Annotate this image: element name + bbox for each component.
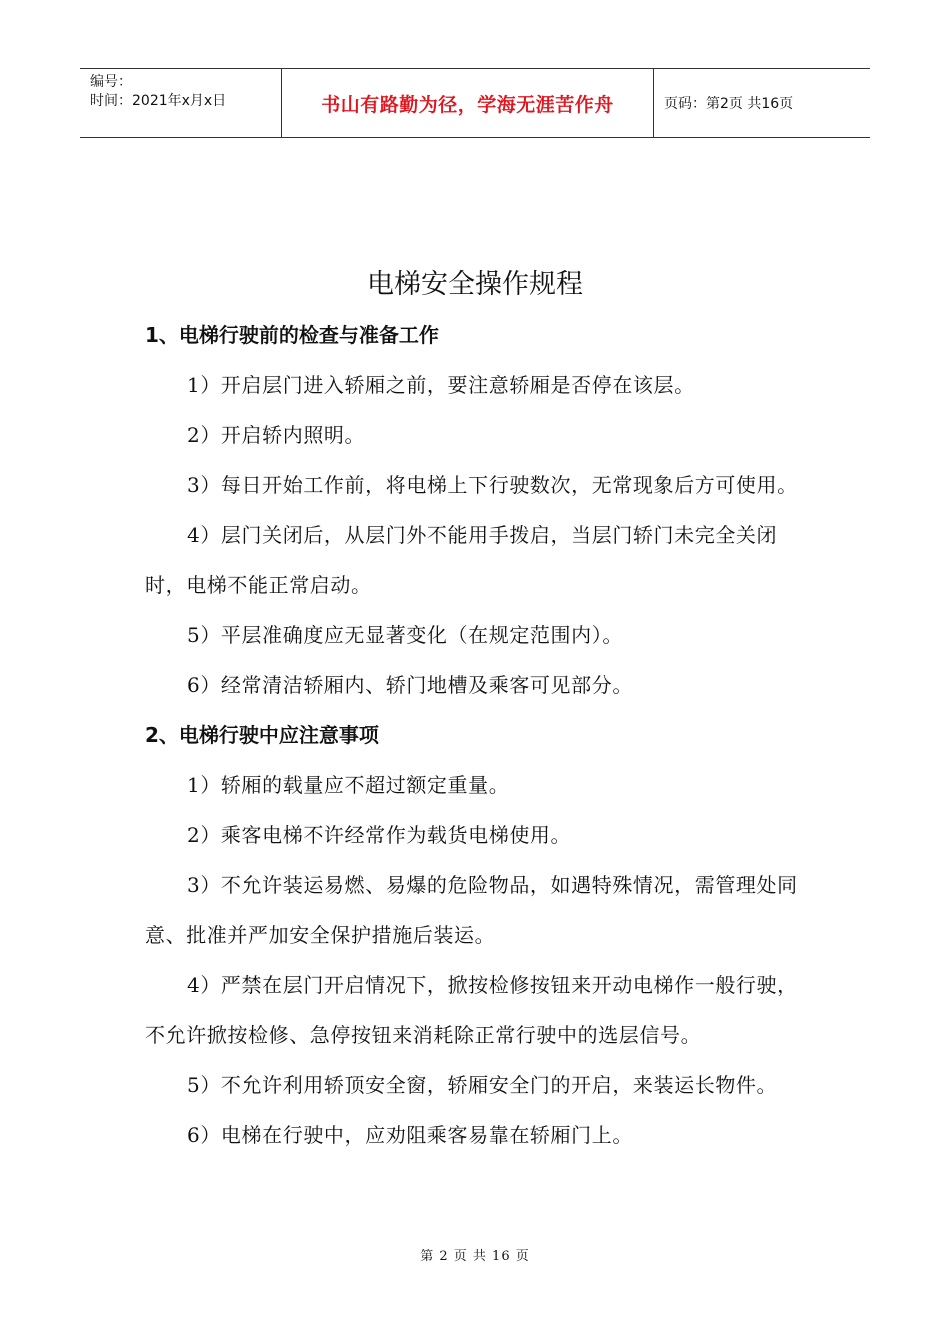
document-title: 电梯安全操作规程 [367, 269, 583, 300]
document-date-label: 时间：2021年x月x日 [90, 93, 227, 109]
section-1-item-4: 4）层门关闭后，从层门外不能用手拨启，当层门轿门未完全关闭时，电梯不能正常启动。 [145, 523, 778, 597]
document-number-label: 编号： [90, 74, 132, 90]
section-2-item-1: 1）轿厢的载量应不超过额定重量。 [187, 773, 510, 797]
section-2-item-5: 5）不允许利用轿顶安全窗，轿厢安全门的开启，来装运长物件。 [187, 1073, 778, 1097]
section-2-item-6: 6）电梯在行驶中，应劝阻乘客易靠在轿厢门上。 [187, 1123, 633, 1147]
page-footer: 第 2 页 共 16 页 [420, 1249, 530, 1264]
header-motto: 书山有路勤为径，学海无涯苦作舟 [282, 69, 654, 137]
section-1-item-1: 1）开启层门进入轿厢之前，要注意轿厢是否停在该层。 [187, 373, 695, 397]
section-2-item-2: 2）乘客电梯不许经常作为载货电梯使用。 [187, 823, 572, 847]
section-1-item-5: 5）平层准确度应无显著变化（在规定范围内）。 [187, 623, 623, 647]
header-meta [80, 69, 282, 137]
page-header [80, 68, 870, 138]
section-2-item-3: 3）不允许装运易燃、易爆的危险物品，如遇特殊情况，需管理处同意、批准并严加安全保护措施后装运。 [145, 873, 798, 947]
header-page-info: 页码：第2页 共16页 [664, 96, 794, 112]
section-1-item-6: 6）经常清洁轿厢内、轿门地槽及乘客可见部分。 [187, 673, 633, 697]
section-heading-2: 2、电梯行驶中应注意事项 [145, 723, 379, 747]
section-1-item-2: 2）开启轿内照明。 [187, 423, 366, 447]
section-1-item-3: 3）每日开始工作前，将电梯上下行驶数次，无常现象后方可使用。 [187, 473, 798, 497]
section-heading-1: 1、电梯行驶前的检查与准备工作 [145, 323, 439, 347]
document-body [145, 310, 815, 1160]
section-2-item-4: 4）严禁在层门开启情况下，掀按检修按钮来开动电梯作一般行驶，不允许掀按检修、急停按钮来消耗除正常行驶中的选层信号。 [145, 973, 798, 1047]
